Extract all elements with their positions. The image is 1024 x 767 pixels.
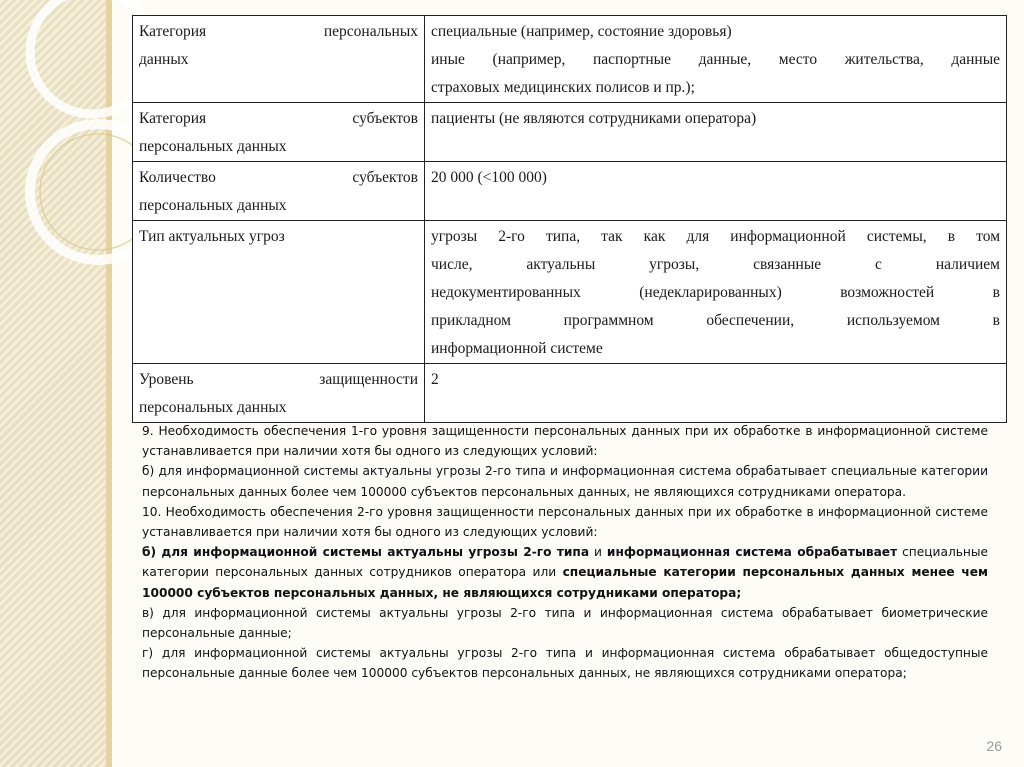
value-cell bbox=[425, 16, 1007, 103]
category-text: персональных данных bbox=[139, 399, 287, 416]
category-cell bbox=[133, 364, 425, 423]
bold-fragment: б) для информационной системы актуальны угрозы 2-го типа bbox=[142, 545, 590, 560]
category-text: Категория персональных bbox=[139, 23, 418, 40]
note-paragraph-10g: г) для информационной системы актуальны угрозы 2-го типа и информационная система обрабатывает общедоступные персональные данные более чем 100000 субъектов персональных данных, не являющихся сотрудниками оператора; bbox=[142, 646, 988, 681]
category-cell bbox=[133, 221, 425, 364]
value-text: пациенты (не являются сотрудниками оператора) bbox=[431, 110, 757, 127]
value-text: специальные (например, состояние здоровья) bbox=[431, 23, 732, 40]
value-text: иные (например, паспортные данные, место жительства, данные bbox=[431, 51, 1000, 68]
value-text: информационной системе bbox=[431, 340, 603, 357]
table-row bbox=[133, 364, 1007, 423]
personal-data-table bbox=[132, 15, 1007, 423]
value-text: прикладном программном обеспечении, используемом в bbox=[431, 312, 1000, 329]
category-text: Уровень защищенности bbox=[139, 371, 418, 388]
text-fragment: и bbox=[589, 545, 607, 560]
text-fragment: специальные категории персональных данных сотрудников оператора или bbox=[142, 545, 989, 580]
category-text: данных bbox=[139, 51, 189, 68]
category-cell bbox=[133, 162, 425, 221]
table-row bbox=[133, 221, 1007, 364]
note-paragraph-10: 10. Необходимость обеспечения 2-го уровня защищенности персональных данных при их обработке в информационной системе устанавливается при наличии хотя бы одного из следующих условий: bbox=[142, 504, 988, 540]
value-cell bbox=[425, 364, 1007, 423]
category-text: персональных данных bbox=[139, 138, 287, 155]
value-text: числе, актуальны угрозы, связанные с наличием bbox=[431, 256, 1000, 273]
value-text: 20 000 (<100 000) bbox=[431, 169, 547, 186]
value-text: недокументированных (недекларированных) возможностей в bbox=[431, 284, 1000, 301]
note-paragraph-10v: в) для информационной системы актуальны угрозы 2-го типа и информационная система обрабатывает биометрические персональные данные; bbox=[142, 605, 988, 641]
category-cell bbox=[133, 16, 425, 103]
page-number: 26 bbox=[986, 738, 1002, 754]
table-row bbox=[133, 16, 1007, 103]
note-paragraph-9: 9. Необходимость обеспечения 1-го уровня защищенности персональных данных при их обработке в информационной системе устанавливается при наличии хотя бы одного из следующих условий: bbox=[142, 424, 988, 459]
bold-fragment: информационная система обрабатывает bbox=[606, 545, 898, 560]
category-cell bbox=[133, 103, 425, 162]
value-text: 2 bbox=[431, 371, 439, 388]
value-text: угрозы 2-го типа, так как для информационной системы, в том bbox=[431, 228, 1000, 245]
table-row bbox=[133, 103, 1007, 162]
table-row bbox=[133, 162, 1007, 221]
category-text: Тип актуальных угроз bbox=[139, 228, 285, 245]
note-paragraph-9b: б) для информационной системы актуальны угрозы 2-го типа и информационная система обрабатывает специальные категории персональных данных более чем 100000 субъектов персональных данных, не являющихся сотрудниками оператора. bbox=[142, 464, 988, 499]
value-text: страховых медицинских полисов и пр.); bbox=[431, 79, 695, 96]
value-cell bbox=[425, 221, 1007, 364]
value-cell bbox=[425, 103, 1007, 162]
value-cell bbox=[425, 162, 1007, 221]
category-text: Количество субъектов bbox=[139, 169, 418, 186]
category-text: персональных данных bbox=[139, 197, 287, 214]
bold-fragment: специальные категории персональных данных менее чем 100000 субъектов персональных данных, не являющихся сотрудниками оператора; bbox=[142, 565, 988, 600]
regulation-notes bbox=[142, 421, 988, 684]
category-text: Категория субъектов bbox=[139, 110, 418, 127]
note-paragraph-10b bbox=[142, 542, 988, 603]
